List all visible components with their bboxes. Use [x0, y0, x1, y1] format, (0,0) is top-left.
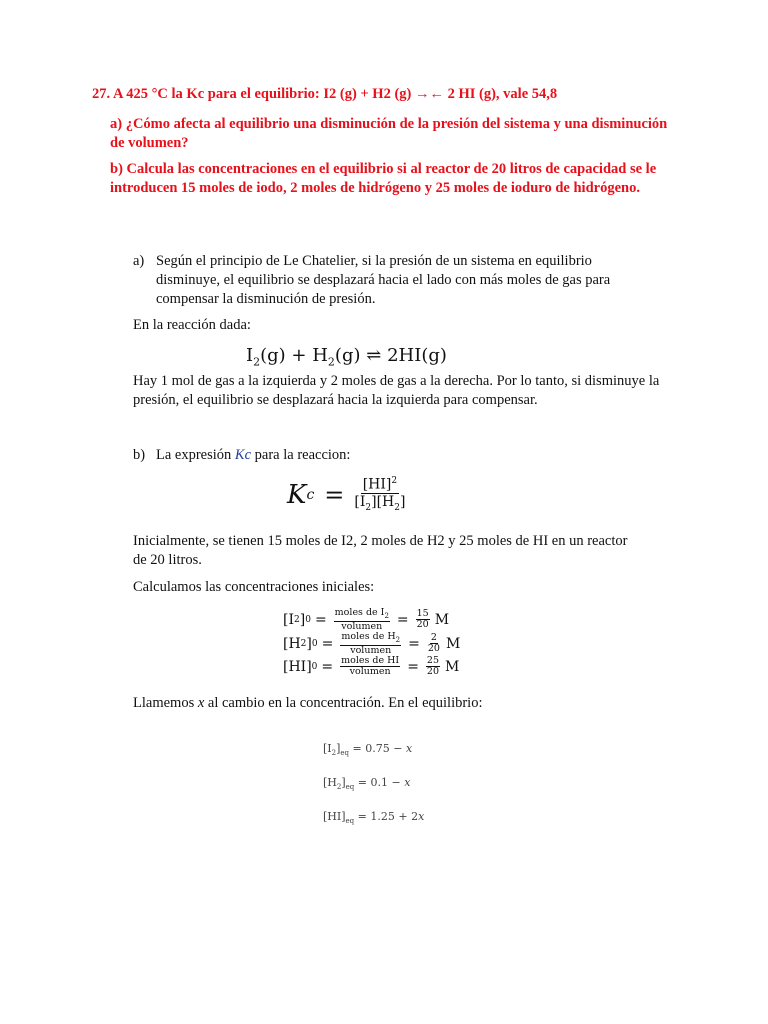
answer-b-label: b) [133, 447, 146, 463]
change-statement: Llamemos x al cambio en la concentración. En el equilibrio: [133, 695, 483, 711]
kc-expression: K c = $\frac{[HI]^2}{[I_2][H_2]}$ [287, 473, 407, 516]
answer-a-label: a) [133, 253, 145, 269]
eq-conc-i2: $[I_2]_{eq} = 0.75 - x$ [323, 742, 413, 758]
question-title: 27. A 425 °C la Kc para el equilibrio: I2 (g) + H2 (g) →← 2 HI (g), vale 54,8 [92, 86, 558, 102]
calc-intro: Calculamos las concentraciones iniciales: [133, 579, 375, 595]
kc-fraction: $\frac{[HI]^2}{[I_2][H_2]}$ [352, 473, 407, 516]
kc-highlight: Kc [234, 447, 252, 463]
answer-a-explanation: Hay 1 mol de gas a la izquierda y 2 moles de gas a la derecha. Por lo tanto, si disminuye la presión, el equilibrio se desplazará hacia la izquierda para compensar. [133, 373, 660, 408]
reaction-equation: $I_2(g) + H_2(g)$ ⇌ 2HI(g) [246, 345, 447, 369]
initial-conc-hi: [HI ] 0 = moles de HI volumen = $\frac{25}{20}$ M [283, 655, 460, 677]
reaction-intro: En la reacción dada: [133, 317, 251, 333]
answer-b-intro: La expresión Kc para la reaccion: [156, 447, 351, 463]
eq-conc-h2: $[H_2]_{eq} = 0.1 - x$ [323, 776, 411, 792]
question-part-a: a) ¿Cómo afecta al equilibrio una disminución de la presión del sistema y una disminución de volumen? [110, 116, 668, 151]
question-part-b: b) Calcula las concentraciones en el equilibrio si al reactor de 20 litros de capacidad se le introducen 15 moles de iodo, 2 moles de hidrógeno y 25 moles de ioduro de hidrógeno. [110, 161, 657, 196]
eq-conc-hi: $[HI]_{eq} = 1.25 + 2x$ [323, 810, 425, 826]
initial-conc-i2: [I 2 ] 0 = moles de $I_2$ volumen = $\frac{15}{20}$ M [283, 607, 450, 632]
answer-a-text: Según el principio de Le Chatelier, si la presión de un sistema en equilibrio disminuye, el equilibrio se desplazará hacia el lado con más moles de gas para compensar la disminución de presión. [156, 253, 611, 307]
initial-conc-h2: [H 2 ] 0 = moles de $H_2$ volumen = $\frac{2}{20}$ M [283, 631, 461, 656]
initial-statement: Inicialmente, se tienen 15 moles de I2, 2 moles de H2 y 25 moles de HI en un reactor de 20 litros. [133, 533, 628, 568]
